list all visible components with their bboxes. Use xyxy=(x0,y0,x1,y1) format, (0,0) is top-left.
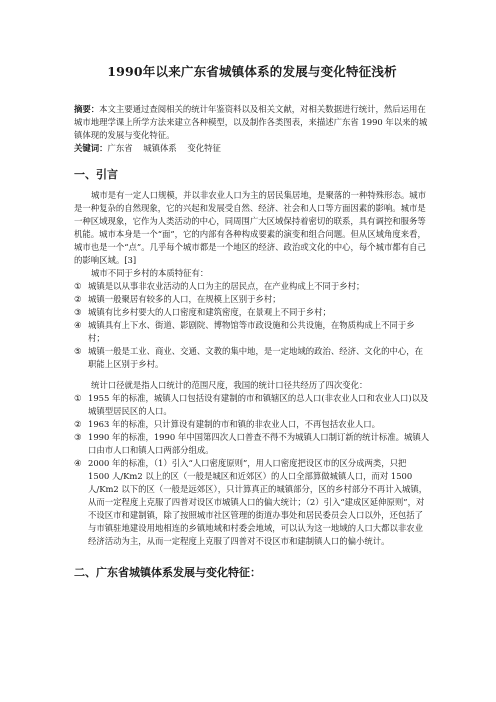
statistics-standards-list xyxy=(74,392,430,548)
characteristics-list xyxy=(74,280,430,371)
document-page xyxy=(74,62,430,587)
list-item: ④ 2000 年的标准，（1）引入“人口密度原则”，用人口密度把设区市的区分成两类，只把 1500 人/Km2 以上的区（一般是城区和近郊区）的人口全部算做城镇人口，而对 1500 人/Km2 以下的区（一般是远郊区），只计算真正的城镇部分，区的乡村部分不再计入城镇，从而一定程度上克服了四普对设区市城镇人口的偏大统计；（2）引入“建成区延伸原则”，对不设区市和建制镇，除了按照城市社区管理的街道办事处和居民委员会人口以外，还包括了与市镇驻地建设用地相连的乡镇地域和村委会地域，可以认为这一地域的人口大都以非农业经济活动为主，从而一定程度上克服了四普对不设区市和建制镇人口的偏小统计。 xyxy=(74,458,428,546)
list-item: ① 城镇是以从事非农业活动的人口为主的居民点，在产业构成上不同于乡村； xyxy=(74,281,365,291)
document-title: 1990年以来广东省城镇体系的发展与变化特征浅析 xyxy=(107,64,397,79)
list-item: ① 1955 年的标准，城镇人口包括设有建制的市和镇辖区的总人口(非农业人口和农业人口)以及城镇型居民区的人口。 xyxy=(74,393,429,416)
keywords xyxy=(74,142,430,155)
spacer xyxy=(74,371,430,379)
abstract-text: 本文主要通过查阅相关的统计年鉴资料以及相关文献，对相关数据进行统计，然后运用在城市地理学课上所学方法来建立各种模型，以及制作各类图表，来描述广东省 1990 年以来的城镇体现的发展与变化特征。 xyxy=(74,104,428,140)
list-item: ③ 城镇有比乡村要大的人口密度和建筑密度，在景观上不同于乡村； xyxy=(74,307,331,317)
section-heading-features: 二、广东省城镇体系发展与变化特征： xyxy=(74,566,261,579)
intro-paragraph-1: 城市是有一定人口规模，并以非农业人口为主的居民集居地，是聚落的一种特殊形态。城市是一种复杂的自然现象，它的兴起和发展受自然、经济、社会和人口等方面因素的影响。城市是一种区域现象，它作为人类活动的中心，同周围广大区域保持着密切的联系，具有调控和服务等机能。城市本身是一个“面”，它的内部有各种构成要素的演变和组合问题。但从区域角度来看，城市也是一个“点”。几乎每个城市都是一个地区的经济、政治或文化的中心，每个城市都有自己的影响区域。[3] xyxy=(74,190,426,265)
intro-paragraph-3: 统计口径就是指人口统计的范围尺度，我国的统计口径共经历了四次变化： xyxy=(91,380,368,390)
list-item: ② 1963 年的标准，只计算设有建制的市和镇的非农业人口，不再包括农业人口。 xyxy=(74,419,380,429)
list-item: ③ 1990 年的标准，1990 年中国第四次人口普查不得不为城镇人口制订新的统计标准。城镇人口由市人口和镇人口两部分组成。 xyxy=(74,432,430,455)
abstract xyxy=(74,103,430,142)
abstract-label: 摘要： xyxy=(74,104,100,114)
list-item: ② 城镇一般聚居有较多的人口，在规模上区别于乡村； xyxy=(74,294,281,304)
intro-paragraph-2: 城市不同于乡村的本质特征有： xyxy=(91,268,209,278)
keywords-label: 关键词： xyxy=(74,143,108,153)
keywords-text: 广东省 城镇体系 变化特征 xyxy=(107,143,221,153)
list-item: ④ 城镇具有上下水、街道、影剧院、博物馆等市政设施和公共设施，在物质构成上不同于乡村； xyxy=(74,320,415,343)
section-heading-intro: 一、引言 xyxy=(74,168,118,181)
list-item: ⑤ 城镇一般是工业、商业、交通、文教的集中地，是一定地域的政治、经济、文化的中心，在职能上区别于乡村。 xyxy=(74,346,423,369)
